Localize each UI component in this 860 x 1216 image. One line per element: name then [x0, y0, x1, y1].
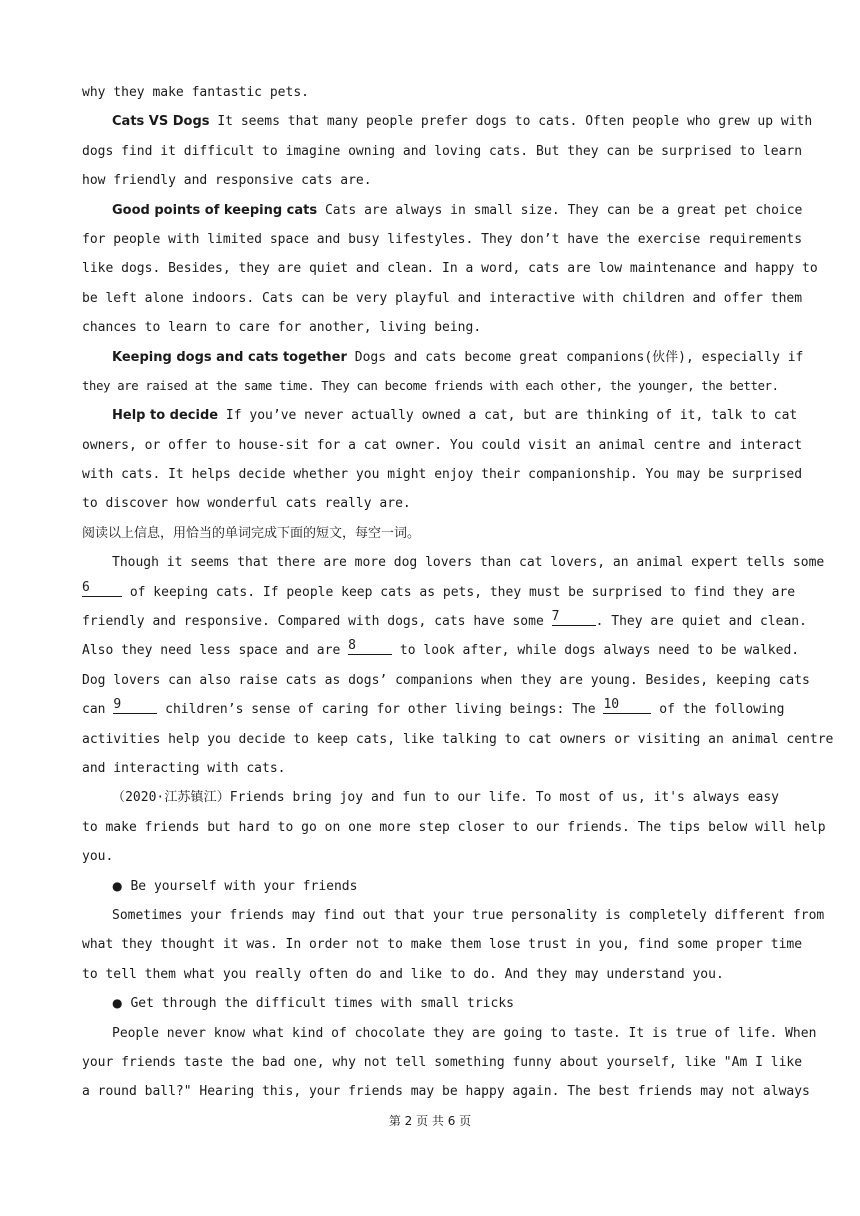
bullet-item: ● Get through the difficult times with small tricks [112, 996, 514, 1012]
blank-10[interactable]: 10 [603, 697, 651, 714]
blank-9[interactable]: 9 [113, 697, 157, 714]
paragraph-line: Keeping dogs and cats together Dogs and cats become great companions(伙伴), especially if [112, 349, 804, 365]
paragraph-line: you. [82, 849, 114, 865]
paragraph-line: they are raised at the same time. They can become friends with each other, the younger, the better. [82, 378, 779, 393]
blank-8[interactable]: 8 [348, 638, 392, 655]
paragraph-line: how friendly and responsive cats are. [82, 173, 372, 189]
summary-line: activities help you decide to keep cats, like talking to cat owners or visiting an animal centre [82, 731, 834, 747]
paragraph-line: （2020·江苏镇江）Friends bring joy and fun to our life. To most of us, it's always easy [112, 790, 779, 806]
bullet-item: ● Be yourself with your friends [112, 878, 358, 894]
summary-line: can 9 children’s sense of caring for other living beings: The 10 of the following [82, 697, 785, 718]
summary-line: Though it seems that there are more dog lovers than cat lovers, an animal expert tells some [112, 555, 825, 571]
paragraph-line: to discover how wonderful cats really are. [82, 496, 411, 512]
section-heading: Help to decide [112, 408, 219, 424]
paragraph-line: for people with limited space and busy lifestyles. They don’t have the exercise requirements [82, 231, 803, 247]
summary-line: Also they need less space and are 8 to look after, while dogs always need to be walked. [82, 638, 800, 659]
paragraph-line: Help to decide If you’ve never actually owned a cat, but are thinking of it, talk to cat [112, 408, 798, 424]
paragraph-line: People never know what kind of chocolate they are going to taste. It is true of life. When [112, 1025, 817, 1041]
bullet-icon: ● [112, 996, 123, 1011]
paragraph-line: be left alone indoors. Cats can be very playful and interactive with children and offer them [82, 290, 803, 306]
bullet-icon: ● [112, 878, 123, 893]
paragraph-line: a round ball?" Hearing this, your friends may be happy again. The best friends may not always [82, 1084, 810, 1100]
summary-line: 6 of keeping cats. If people keep cats as pets, they must be surprised to find they are [82, 579, 796, 600]
paragraph-line: with cats. It helps decide whether you might enjoy their companionship. You may be surprised [82, 467, 803, 483]
blank-6[interactable]: 6 [82, 580, 122, 597]
paragraph-line: what they thought it was. In order not to make them lose trust in you, find some proper time [82, 937, 803, 953]
paragraph-line: why they make fantastic pets. [82, 85, 309, 100]
summary-line: Dog lovers can also raise cats as dogs’ companions when they are young. Besides, keeping cats [82, 672, 810, 688]
paragraph-line: to make friends but hard to go on one more step closer to our friends. The tips below will help [82, 819, 826, 835]
paragraph-line: Good points of keeping cats Cats are always in small size. They can be a great pet choice [112, 202, 803, 218]
paragraph-line: owners, or offer to house-sit for a cat owner. You could visit an animal centre and interact [82, 437, 803, 453]
page-footer: 第 2 页 共 6 页 [388, 1114, 472, 1128]
paragraph-line: your friends taste the bad one, why not tell something funny about yourself, like "Am I like [82, 1054, 803, 1070]
section-heading: Keeping dogs and cats together [112, 349, 347, 365]
summary-line: and interacting with cats. [82, 760, 286, 776]
paragraph-line: to tell them what you really often do and like to do. And they may understand you. [82, 966, 724, 982]
blank-7[interactable]: 7 [552, 609, 596, 626]
summary-line: friendly and responsive. Compared with dogs, cats have some 7 . They are quiet and clean. [82, 609, 807, 630]
paragraph-line: like dogs. Besides, they are quiet and clean. In a word, cats are low maintenance and happy to [82, 261, 818, 277]
paragraph-line: Sometimes your friends may find out that your true personality is completely different from [112, 907, 825, 923]
paragraph-line: chances to learn to care for another, living being. [82, 320, 482, 336]
paragraph-line: Cats VS Dogs It seems that many people prefer dogs to cats. Often people who grew up with [112, 114, 813, 130]
document-page [82, 78, 834, 1107]
paragraph-line: dogs find it difficult to imagine owning and loving cats. But they can be surprised to learn [82, 143, 803, 159]
section-heading: Good points of keeping cats [112, 202, 318, 218]
section-heading: Cats VS Dogs [112, 114, 210, 130]
instruction-text: 阅读以上信息，用恰当的单词完成下面的短文，每空一词。 [82, 525, 421, 541]
